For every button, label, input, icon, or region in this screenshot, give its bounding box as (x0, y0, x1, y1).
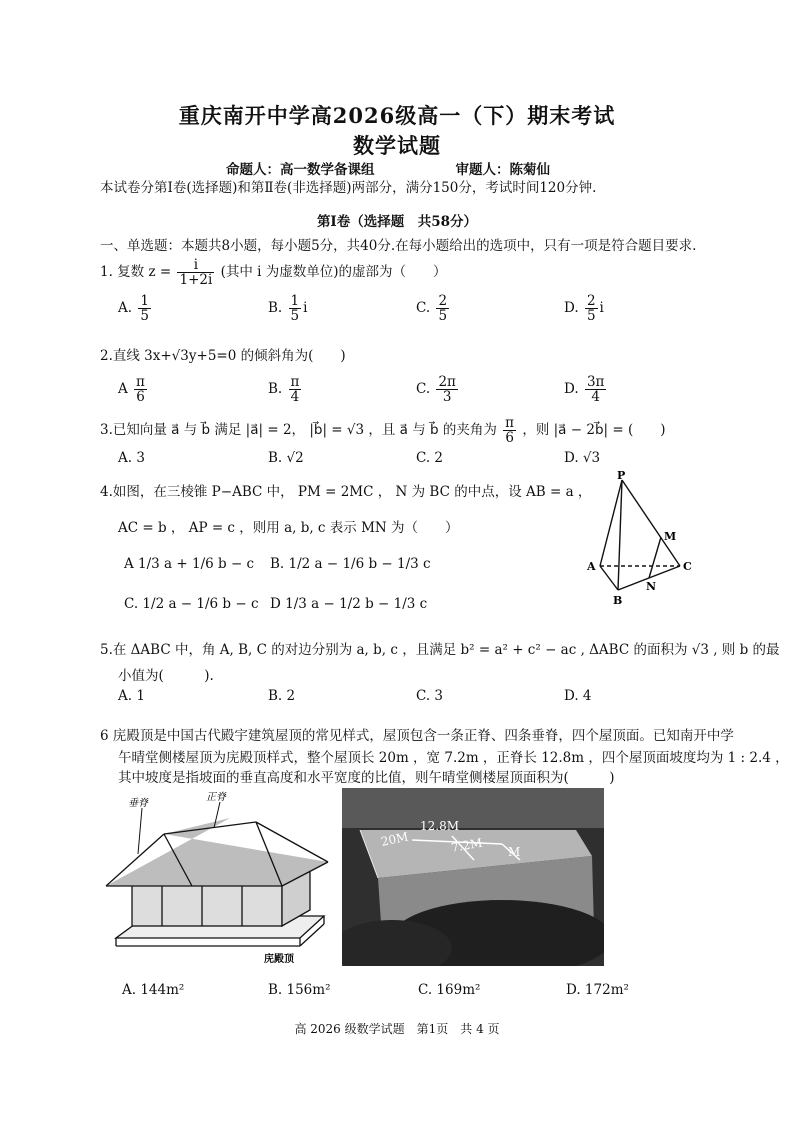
q4-option-c[interactable]: C. 1/2 a − 1/6 b − c (124, 596, 259, 612)
q3-option-b[interactable]: B. √2 (268, 450, 304, 466)
label-c: C (683, 560, 692, 573)
page-footer: 高 2026 级数学试题 第1页 共 4 页 (294, 1022, 500, 1036)
label-caption: 庑殿顶 (264, 954, 294, 965)
q5-option-a[interactable]: A. 1 (118, 688, 145, 704)
q1-frac-num: i (177, 258, 214, 273)
hip-roof-drawing (102, 788, 334, 968)
q4-option-b[interactable]: B. 1/2 a − 1/6 b − 1/3 c (270, 556, 431, 572)
q6-option-d[interactable]: D. 172m² (566, 982, 629, 998)
q1-frac-den: 1+2i (179, 272, 213, 289)
q2-option-c[interactable]: C. $\frac{2\pi}{3}$ (416, 374, 456, 406)
q5-option-d[interactable]: D. 4 (564, 688, 592, 704)
label-p: P (617, 470, 626, 482)
building-photo (342, 788, 604, 966)
question-6-line3: 其中坡度是指坡面的垂直高度和水平宽度的比值，则午晴堂侧楼屋顶面积为( ) (118, 770, 615, 786)
question-6-line1: 6 庑殿顶是中国古代殿宇建筑屋顶的常见样式，屋顶包含一条正脊、四条垂脊，四个屋顶面。已知南开中学 (100, 728, 734, 744)
label-b: B (613, 594, 623, 607)
q5-option-b[interactable]: B. 2 (268, 688, 296, 704)
q6-option-c[interactable]: C. 169m² (418, 982, 481, 998)
q3-stem-a: 3.已知向量 a⃗ 与 b⃗ 满足 |a⃗| = 2， |b⃗| = √3 ，且 a⃗ 与 b⃗ 的夹角为 (100, 422, 497, 439)
edge-pb (618, 480, 622, 590)
question-5-line2: 小值为( ). (118, 668, 214, 684)
q3-fraction: $\frac{\pi}{6}$ (505, 415, 515, 447)
label-zheng-ji: 正脊 (206, 792, 226, 803)
building-walls (132, 880, 282, 926)
label-n: N (646, 580, 657, 593)
q5-option-c[interactable]: C. 3 (416, 688, 444, 704)
q1-option-c[interactable]: C. $\frac{2}{5}$ (416, 293, 448, 325)
label-a: A (587, 560, 596, 573)
q4-option-d[interactable]: D 1/3 a − 1/2 b − 1/3 c (270, 596, 428, 612)
photo-label-length: 20M (379, 829, 410, 849)
photo-label-width: 7.2M (450, 835, 484, 855)
q2-option-d[interactable]: D. $\frac{3\pi}{4}$ (564, 374, 605, 406)
q1-option-b[interactable]: B. $\frac{1}{5}$ i (268, 293, 308, 325)
q2-option-a[interactable]: A $\frac{\pi}{6}$ (118, 374, 145, 406)
section-instructions: 一、单选题：本题共8小题，每小题5分，共40分.在每小题给出的选项中，只有一项是符合题目要求. (100, 238, 697, 254)
label-chui-ji: 垂脊 (128, 798, 148, 809)
photo-label-ridge: 12.8M (420, 819, 460, 833)
q1-stem-a: 1. 复数 z = (100, 264, 172, 281)
q3-option-d[interactable]: D. √3 (564, 450, 601, 466)
exam-subtitle: 数学试题 (353, 133, 441, 158)
section-title: 第Ⅰ卷（选择题 共58分） (316, 214, 478, 230)
edge-ab (600, 566, 618, 590)
question-3 (100, 416, 666, 445)
authors-line: 命题人：高一数学备课组 审题人：陈菊仙 (226, 162, 550, 178)
photo-label-m: M (508, 845, 521, 859)
edge-pc (622, 480, 680, 566)
q1-fraction (177, 258, 214, 287)
question-4-line1: 4.如图，在三棱锥 P−ABC 中， PM = 2MC ， N 为 BC 的中点，设 AB = a ， (100, 484, 592, 500)
label-m: M (664, 530, 677, 543)
question-6-line2: 午晴堂侧楼屋顶为庑殿顶样式，整个屋顶长 20m ，宽 7.2m ，正脊长 12.8m ，四个屋顶面坡度均为 1 : 2.4 ， (118, 750, 789, 766)
q1-option-a[interactable]: A. $\frac{1}{5}$ (118, 293, 149, 325)
segment-mn (649, 537, 661, 578)
q3-option-a[interactable]: A. 3 (118, 450, 145, 466)
q1-option-d[interactable]: D. $\frac{2}{5}$ i (564, 293, 604, 325)
question-4-line2: AC = b ， AP = c ，则用 a, b, c 表示 MN 为（ ） (118, 520, 459, 536)
q3-stem-b: ，则 |a⃗ − 2b⃗| = ( ) (522, 422, 666, 439)
tetrahedron-figure (580, 470, 700, 610)
roof-fill (106, 818, 328, 886)
q4-option-a[interactable]: A 1/3 a + 1/6 b − c (124, 556, 255, 572)
q6-option-a[interactable]: A. 144m² (122, 982, 185, 998)
q6-option-b[interactable]: B. 156m² (268, 982, 331, 998)
q2-option-b[interactable]: B. $\frac{\pi}{4}$ (268, 374, 300, 406)
q1-stem-b: (其中 i 为虚数单位)的虚部为（ ） (220, 264, 447, 281)
question-2: 2.直线 3x+√3y+5=0 的倾斜角为( ) (100, 348, 346, 364)
exam-intro: 本试卷分第Ⅰ卷(选择题)和第Ⅱ卷(非选择题)两部分，满分150分，考试时间120分钟. (100, 180, 597, 196)
exam-title: 重庆南开中学高2026级高一（下）期末考试 (178, 103, 616, 128)
question-5-line1: 5.在 ΔABC 中，角 A, B, C 的对边分别为 a, b, c ，且满足 b² = a² + c² − ac , ΔABC 的面积为 √3 , 则 b 的最 (100, 642, 780, 658)
q3-option-c[interactable]: C. 2 (416, 450, 444, 466)
question-1 (100, 258, 447, 287)
